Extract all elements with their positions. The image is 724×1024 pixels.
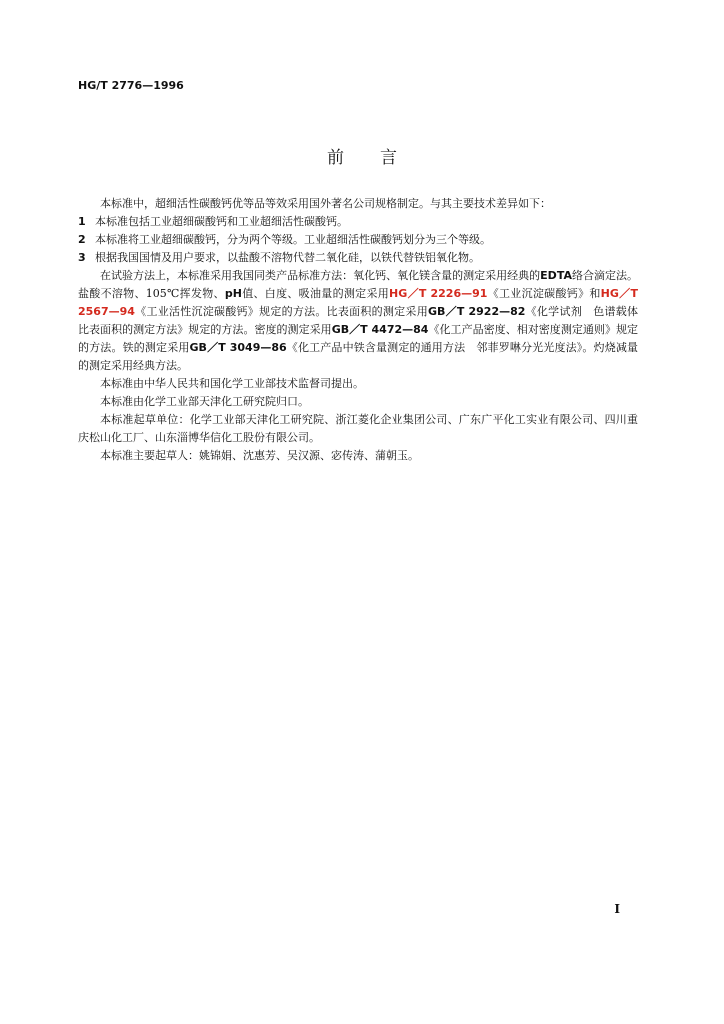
list-item	[78, 231, 638, 249]
list-item-number: 1	[78, 215, 86, 228]
drafters-paragraph: 本标准主要起草人：姚锦娟、沈惠芳、吴汉源、宓传涛、蒲朝玉。	[100, 449, 419, 462]
methods-text: 《工业活性沉淀碳酸钙》规定的方法。比表面积的测定采用	[134, 305, 428, 318]
list-item-text: 本标准将工业超细碳酸钙，分为两个等级。工业超细活性碳酸钙划分为三个等级。	[95, 233, 491, 246]
methods-text: 在试验方法上，本标准采用我国同类产品标准方法：氧化钙、氧化镁含量的测定采用经典的	[100, 269, 541, 282]
proposer-paragraph: 本标准由中华人民共和国化学工业部技术监督司提出。	[100, 377, 364, 390]
standard-reference: GB／T 3049—86	[189, 341, 287, 354]
standard-reference-link[interactable]: HG／T 2226—91	[389, 287, 488, 300]
list-item-number: 2	[78, 233, 86, 246]
list-item	[78, 249, 638, 267]
administrator-paragraph: 本标准由化学工业部天津化工研究院归口。	[100, 395, 309, 408]
standard-reference: GB／T 2922—82	[427, 305, 526, 318]
edta-term: EDTA	[540, 269, 572, 282]
methods-text: 《化工产品密度、相对密度测定通则》规定的方法。铁的测定采用	[78, 323, 639, 354]
list-item-text: 根据我国国情及用户要求，以盐酸不溶物代替二氧化硅，以铁代替铁铝氧化物。	[95, 251, 480, 264]
standard-code: HG/T 2776—1996	[78, 79, 184, 92]
intro-paragraph: 本标准中，超细活性碳酸钙优等品等效采用国外著名公司规格制定。与其主要技术差异如下：	[100, 197, 551, 210]
standard-reference: GB／T 4472—84	[331, 323, 429, 336]
methods-text: 《化工产品中铁含量测定的通用方法 邻菲罗啉分光光度法》。灼烧减量的测定采用经典方法。	[78, 341, 639, 372]
list-item	[78, 213, 638, 231]
methods-text: 值、白度、吸油量的测定采用	[241, 287, 390, 300]
methods-text: 《化学试剂 色谱载体比表面积的测定方法》规定的方法。密度的测定采用	[78, 305, 639, 336]
list-item-text: 本标准包括工业超细碳酸钙和工业超细活性碳酸钙。	[95, 215, 348, 228]
document-body	[78, 195, 638, 465]
methods-text: 《工业沉淀碳酸钙》和	[487, 287, 601, 300]
page-number: I	[614, 902, 620, 916]
list-item-number: 3	[78, 251, 86, 264]
standard-reference-link[interactable]: HG／T 2567—94	[78, 287, 638, 318]
ph-term: pH	[224, 287, 242, 300]
methods-paragraph	[78, 267, 638, 375]
drafting-units-paragraph: 本标准起草单位：化学工业部天津化工研究院、浙江菱化企业集团公司、广东广平化工实业有限公司、四川重庆松山化工厂、山东淄博华信化工股份有限公司。	[78, 413, 638, 444]
methods-text: 络合滴定法。盐酸不溶物、105℃挥发物、	[78, 269, 639, 300]
page-title: 前言	[327, 148, 433, 168]
